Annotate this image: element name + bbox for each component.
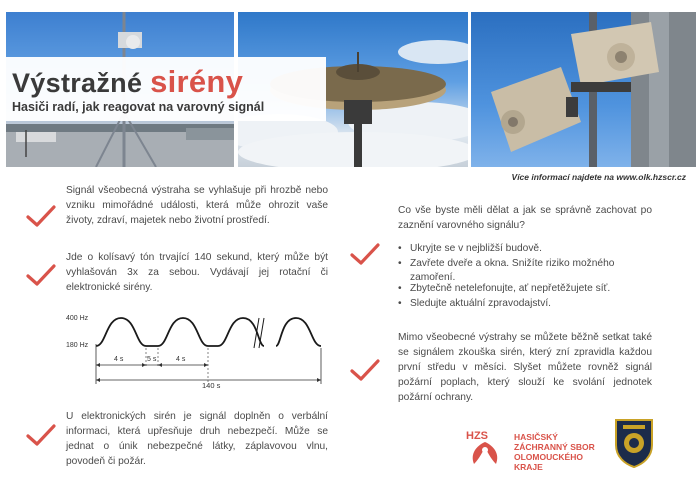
paragraph-siren-test: Mimo všeobecné výstrahy se můžete běžně setkat také se signálem zkouška sirén, který zní zpravidla každou první středu v měsíci. Slyšet můžete rovněž signál požární poplach, který slouží ke svolání jednotek požární ochrany. bbox=[398, 332, 652, 403]
label-total: 140 s bbox=[202, 381, 221, 390]
siren-tone-diagram bbox=[66, 308, 336, 392]
list-item: • Sledujte aktuální zpravodajství. bbox=[398, 297, 652, 312]
check-icon bbox=[26, 263, 56, 287]
org-line: ZÁCHRANNÝ SBOR bbox=[514, 442, 595, 452]
title-accent: sirény bbox=[150, 64, 244, 99]
hzs-logo-icon bbox=[462, 426, 508, 468]
org-line: HASIČSKÝ bbox=[514, 432, 558, 442]
org-line: KRAJE bbox=[514, 462, 543, 472]
paragraph-tone-description: Jde o kolísavý tón trvající 140 sekund, který může být vyhlašován 3x za sebou. Vydávají jej rotační či elektronické sirény. bbox=[66, 252, 328, 293]
label-seg2: 5 s bbox=[147, 356, 157, 363]
org-line: OLOMOUCKÉHO bbox=[514, 452, 583, 462]
page-subtitle: Hasiči radí, jak reagovat na varovný signál bbox=[12, 100, 265, 114]
check-icon bbox=[350, 242, 380, 266]
list-item: • Zavřete dveře a okna. Snižíte riziko možného zamoření. bbox=[398, 257, 652, 286]
list-item: • Zbytečně netelefonujte, ať nepřetěžujete síť. bbox=[398, 282, 652, 297]
olomouc-region-shield-icon bbox=[613, 417, 655, 469]
instructions-list-cont bbox=[398, 282, 652, 311]
paragraph-electronic-sirens: U elektronických sirén je signál doplněn o verbální informaci, která upřesňuje druh nebezpečí. Může se jednat o únik nebezpečné látky, záplavovou vlnu, povodeň či požár. bbox=[66, 411, 328, 467]
paragraph-warning-signal: Signál všeobecná výstraha se vyhlašuje při hrozbě nebo vzniku mimořádné události, která může ohrozit vaše životy, zdraví, majetek nebo životní prostředí. bbox=[66, 185, 328, 226]
title-main: Výstražné bbox=[12, 68, 143, 98]
instructions-list bbox=[398, 242, 652, 286]
check-icon bbox=[26, 204, 56, 228]
question-what-to-do: Co vše byste měli dělat a jak se správně zachovat po zaznění varovného signálu? bbox=[398, 205, 652, 231]
more-info-link[interactable]: Více informací najdete na www.olk.hzscr.cz bbox=[511, 172, 686, 182]
label-seg3: 4 s bbox=[176, 356, 186, 363]
label-400hz: 400 Hz bbox=[66, 315, 89, 322]
list-item: • Ukryjte se v nejbližší budově. bbox=[398, 242, 652, 257]
organization-name bbox=[514, 432, 595, 472]
hzs-logo-text: HZS bbox=[466, 430, 488, 442]
label-seg1: 4 s bbox=[114, 356, 124, 363]
photo-electronic-siren bbox=[471, 12, 696, 167]
page-title bbox=[12, 64, 243, 100]
label-180hz: 180 Hz bbox=[66, 342, 89, 349]
check-icon bbox=[26, 423, 56, 447]
check-icon bbox=[350, 358, 380, 382]
